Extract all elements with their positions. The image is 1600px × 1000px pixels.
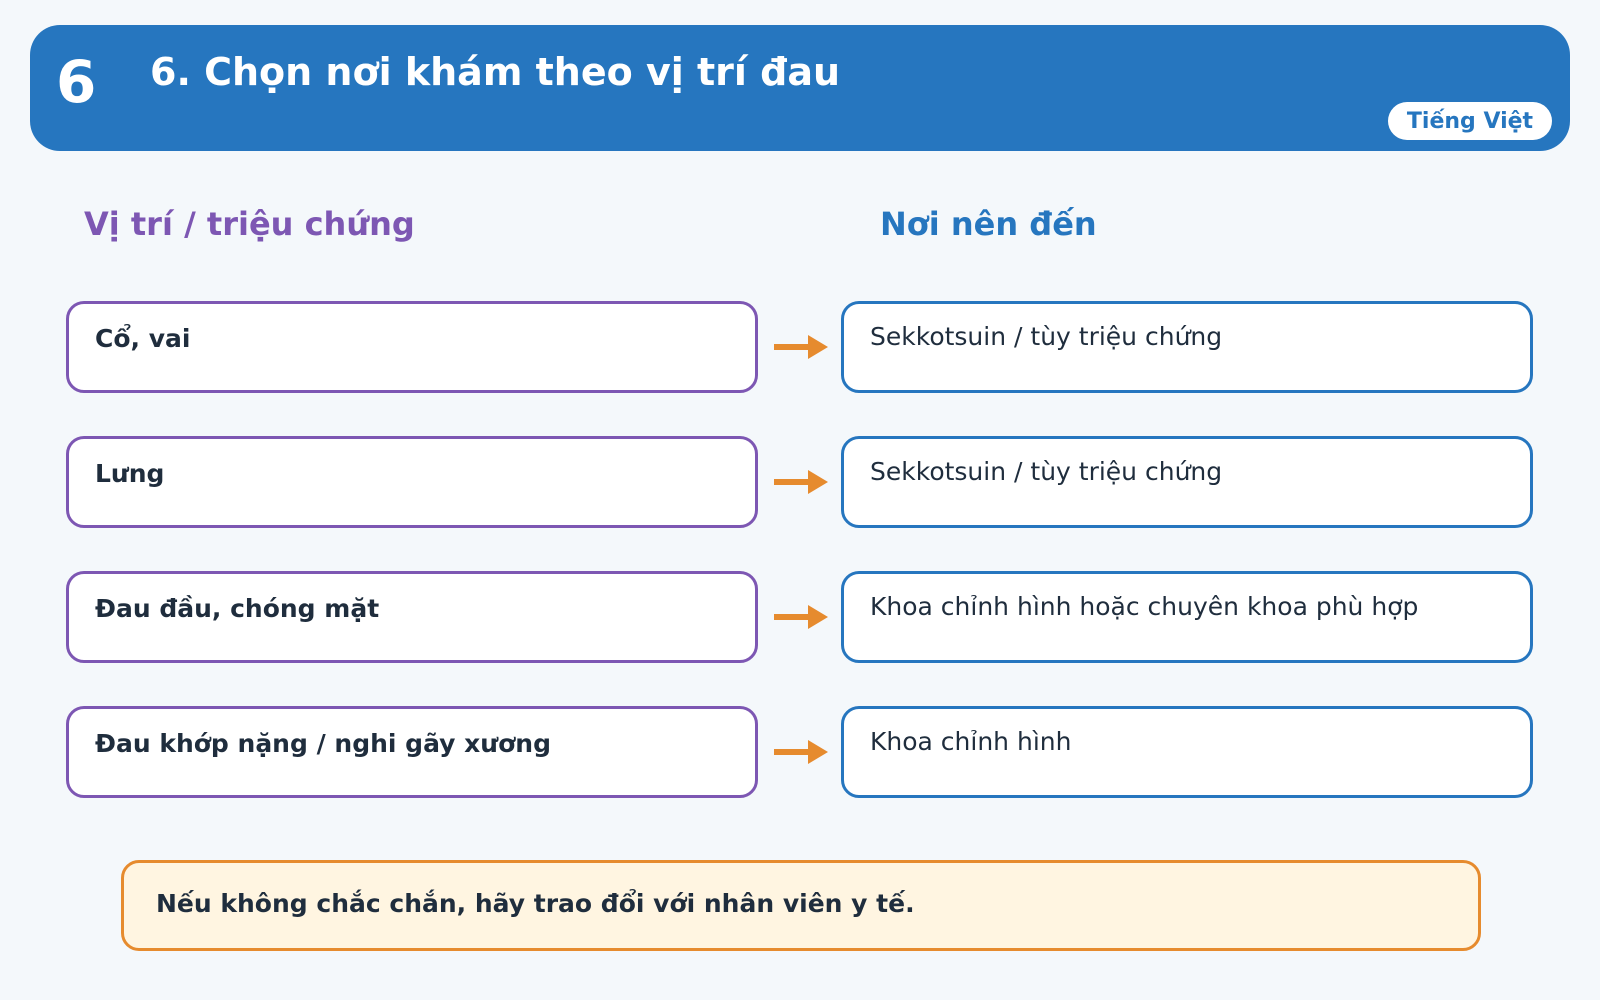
symptom-box bbox=[66, 706, 758, 798]
destination-box bbox=[841, 706, 1533, 798]
arrow-right-icon bbox=[774, 335, 828, 359]
header-banner bbox=[30, 25, 1570, 151]
symptom-box bbox=[66, 571, 758, 663]
symptom-column-heading: Vị trí / triệu chứng bbox=[84, 205, 415, 243]
page-title: 6. Chọn nơi khám theo vị trí đau bbox=[150, 50, 841, 94]
destination-label: Khoa chỉnh hình bbox=[870, 727, 1072, 756]
advice-note bbox=[121, 860, 1481, 951]
symptom-label: Đau khớp nặng / nghi gãy xương bbox=[95, 729, 551, 758]
symptom-label: Đau đầu, chóng mặt bbox=[95, 594, 380, 623]
arrow-right-icon bbox=[774, 605, 828, 629]
advice-note-text: Nếu không chắc chắn, hãy trao đổi với nhân viên y tế. bbox=[156, 889, 915, 918]
destination-box bbox=[841, 301, 1533, 393]
destination-box bbox=[841, 571, 1533, 663]
destination-label: Khoa chỉnh hình hoặc chuyên khoa phù hợp bbox=[870, 592, 1419, 621]
symptom-label: Lưng bbox=[95, 459, 165, 488]
destination-label: Sekkotsuin / tùy triệu chứng bbox=[870, 322, 1223, 351]
destination-label: Sekkotsuin / tùy triệu chứng bbox=[870, 457, 1223, 486]
destination-box bbox=[841, 436, 1533, 528]
destination-column-heading: Nơi nên đến bbox=[880, 205, 1097, 243]
arrow-right-icon bbox=[774, 470, 828, 494]
symptom-box bbox=[66, 436, 758, 528]
language-badge[interactable]: Tiếng Việt bbox=[1388, 102, 1552, 140]
symptom-box bbox=[66, 301, 758, 393]
arrow-right-icon bbox=[774, 740, 828, 764]
section-number: 6 bbox=[56, 48, 97, 116]
symptom-label: Cổ, vai bbox=[95, 324, 191, 353]
